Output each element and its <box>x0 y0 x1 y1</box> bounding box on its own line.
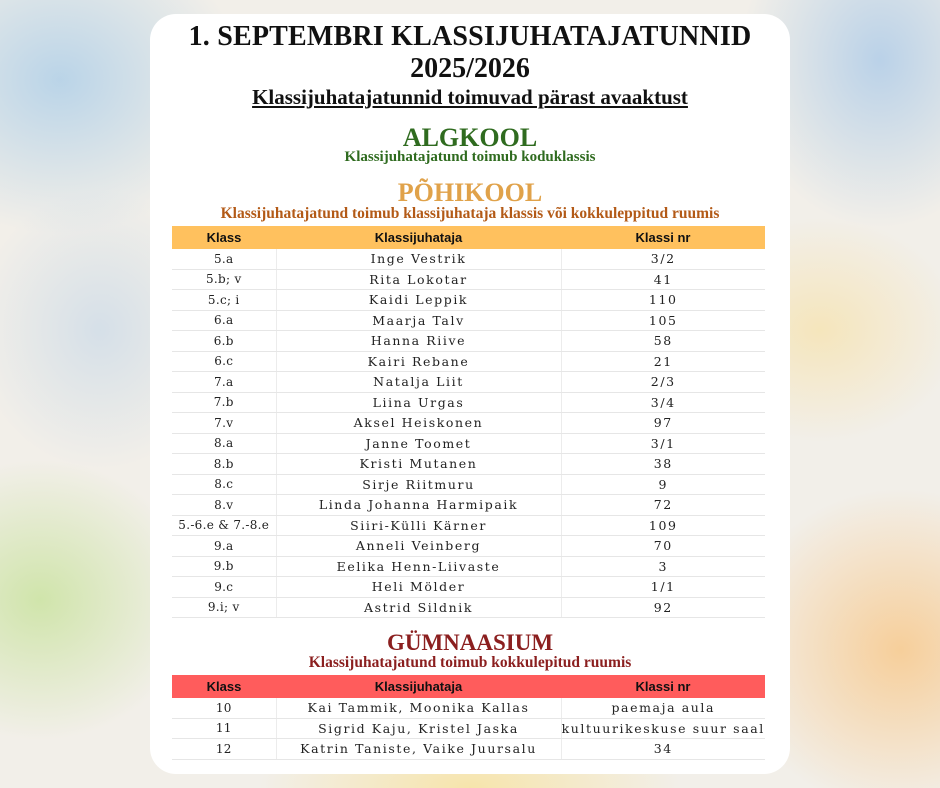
class-cell: 5.a <box>172 249 276 269</box>
teacher-cell: Kairi Rebane <box>276 351 561 372</box>
teacher-cell: Astrid Sildnik <box>276 597 561 618</box>
table-header-row <box>172 675 765 698</box>
class-cell: 6.b <box>172 331 276 352</box>
pohikool-note: Klassijuhatajatund toimub klassijuhataja klassis või kokkuleppitud ruumis <box>220 205 720 222</box>
table-row <box>172 698 765 718</box>
table-row <box>172 577 765 598</box>
class-cell: 5.-6.e & 7.-8.e <box>172 515 276 536</box>
class-cell: 9.a <box>172 536 276 557</box>
class-cell: 6.c <box>172 351 276 372</box>
table-row <box>172 597 765 618</box>
table-row <box>172 290 765 311</box>
room-cell: kultuurikeskuse suur saal <box>561 718 765 739</box>
class-cell: 5.c; i <box>172 290 276 311</box>
school-year: 2025/2026 <box>410 53 530 84</box>
table-row <box>172 718 765 739</box>
table-row <box>172 351 765 372</box>
teacher-cell: Katrin Taniste, Vaike Juursalu <box>276 739 561 760</box>
teacher-cell: Siiri-Külli Kärner <box>276 515 561 536</box>
table-row <box>172 495 765 516</box>
column-header-klass: Klass <box>172 226 276 249</box>
class-cell: 8.c <box>172 474 276 495</box>
teacher-cell: Hanna Riive <box>276 331 561 352</box>
page-subtitle: Klassijuhatajatunnid toimuvad pärast avaaktust <box>252 85 688 109</box>
teacher-cell: Aksel Heiskonen <box>276 413 561 434</box>
table-row <box>172 249 765 269</box>
class-cell: 7.v <box>172 413 276 434</box>
table-row <box>172 372 765 393</box>
teacher-cell: Eelika Henn-Liivaste <box>276 556 561 577</box>
teacher-cell: Sirje Riitmuru <box>276 474 561 495</box>
room-cell: 58 <box>561 331 765 352</box>
class-cell: 9.i; v <box>172 597 276 618</box>
room-cell: 110 <box>561 290 765 311</box>
teacher-cell: Kai Tammik, Moonika Kallas <box>276 698 561 718</box>
table-row <box>172 392 765 413</box>
table-row <box>172 413 765 434</box>
table-row <box>172 433 765 454</box>
class-cell: 8.b <box>172 454 276 475</box>
teacher-cell: Janne Toomet <box>276 433 561 454</box>
class-cell: 5.b; v <box>172 269 276 290</box>
table-row <box>172 556 765 577</box>
algkool-heading: ALGKOOL <box>402 123 538 152</box>
room-cell: 72 <box>561 495 765 516</box>
class-cell: 7.b <box>172 392 276 413</box>
teacher-cell: Natalja Liit <box>276 372 561 393</box>
room-cell: 70 <box>561 536 765 557</box>
class-cell: 7.a <box>172 372 276 393</box>
room-cell: 34 <box>561 739 765 760</box>
pohikool-heading: PÕHIKOOL <box>397 178 543 207</box>
room-cell: 92 <box>561 597 765 618</box>
room-cell: 2/3 <box>561 372 765 393</box>
room-cell: 3/4 <box>561 392 765 413</box>
class-cell: 11 <box>172 718 276 739</box>
pohikool-table <box>172 226 765 618</box>
room-cell: paemaja aula <box>561 698 765 718</box>
teacher-cell: Sigrid Kaju, Kristel Jaska <box>276 718 561 739</box>
teacher-cell: Anneli Veinberg <box>276 536 561 557</box>
column-header-klass: Klass <box>172 675 276 698</box>
teacher-cell: Kristi Mutanen <box>276 454 561 475</box>
column-header-klassijuhataja: Klassijuhataja <box>276 226 561 249</box>
table-row <box>172 331 765 352</box>
class-cell: 6.a <box>172 310 276 331</box>
room-cell: 105 <box>561 310 765 331</box>
room-cell: 3 <box>561 556 765 577</box>
class-cell: 10 <box>172 698 276 718</box>
teacher-cell: Maarja Talv <box>276 310 561 331</box>
table-header-row <box>172 226 765 249</box>
column-header-klassijuhataja: Klassijuhataja <box>276 675 561 698</box>
class-cell: 9.c <box>172 577 276 598</box>
table-row <box>172 739 765 760</box>
room-cell: 38 <box>561 454 765 475</box>
page-title: 1. SEPTEMBRI KLASSIJUHATAJATUNNID <box>188 21 752 52</box>
room-cell: 41 <box>561 269 765 290</box>
column-header-klassi-nr: Klassi nr <box>561 675 765 698</box>
algkool-note: Klassijuhatajatund toimub koduklassis <box>344 149 596 165</box>
room-cell: 3/1 <box>561 433 765 454</box>
teacher-cell: Liina Urgas <box>276 392 561 413</box>
room-cell: 9 <box>561 474 765 495</box>
room-cell: 109 <box>561 515 765 536</box>
table-row <box>172 515 765 536</box>
table-row <box>172 310 765 331</box>
class-cell: 8.v <box>172 495 276 516</box>
table-row <box>172 474 765 495</box>
gumnaasium-heading: GÜMNAASIUM <box>386 630 554 655</box>
teacher-cell: Heli Mölder <box>276 577 561 598</box>
teacher-cell: Linda Johanna Harmipaik <box>276 495 561 516</box>
room-cell: 3/2 <box>561 249 765 269</box>
teacher-cell: Rita Lokotar <box>276 269 561 290</box>
class-cell: 9.b <box>172 556 276 577</box>
table-row <box>172 269 765 290</box>
gumnaasium-note: Klassijuhatajatund toimub kokkulepitud ruumis <box>308 654 632 671</box>
room-cell: 97 <box>561 413 765 434</box>
table-row <box>172 454 765 475</box>
room-cell: 1/1 <box>561 577 765 598</box>
room-cell: 21 <box>561 351 765 372</box>
teacher-cell: Inge Vestrik <box>276 249 561 269</box>
gumnaasium-table <box>172 675 765 760</box>
class-cell: 12 <box>172 739 276 760</box>
class-cell: 8.a <box>172 433 276 454</box>
table-row <box>172 536 765 557</box>
teacher-cell: Kaidi Leppik <box>276 290 561 311</box>
column-header-klassi-nr: Klassi nr <box>561 226 765 249</box>
